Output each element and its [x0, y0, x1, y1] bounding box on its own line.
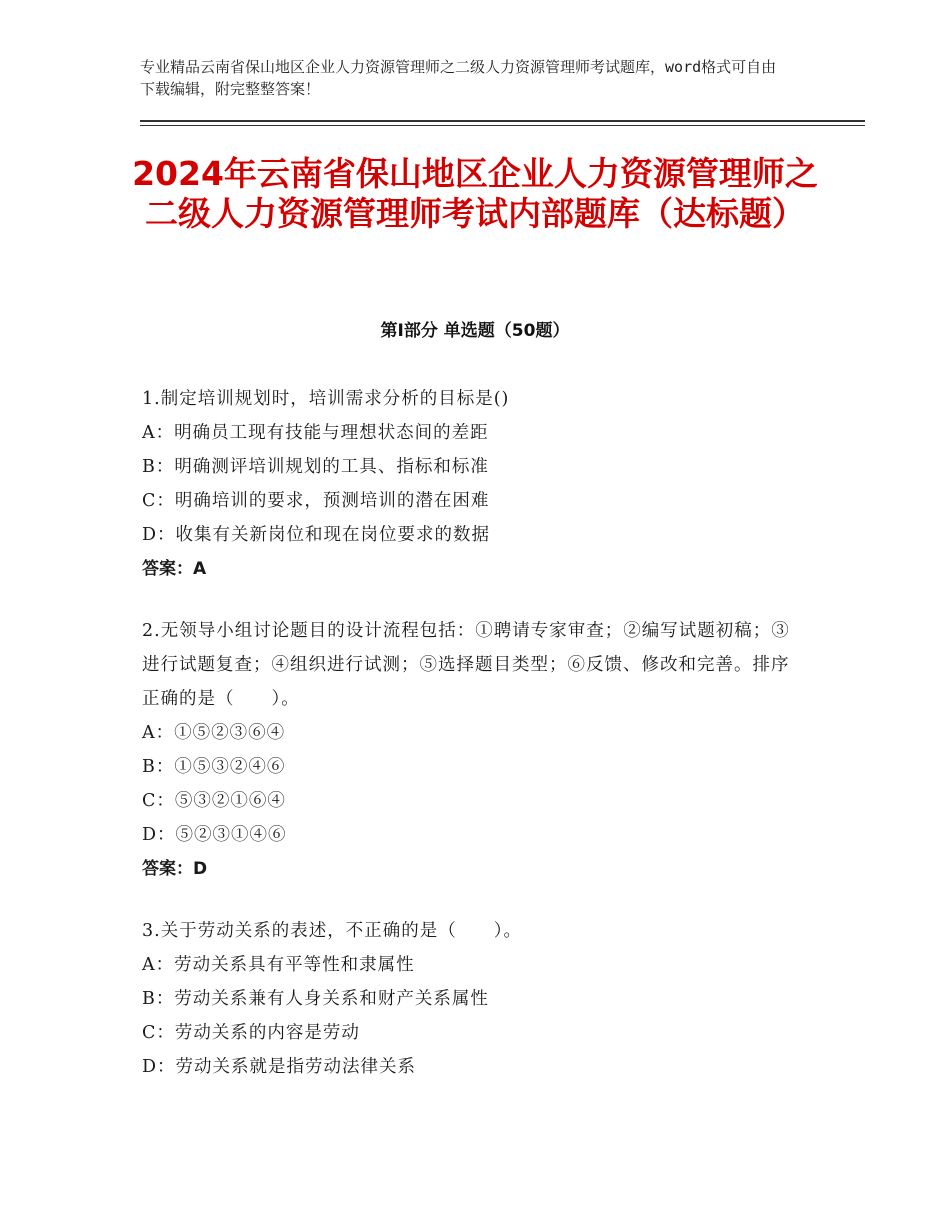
- document-title: 2024年云南省保山地区企业人力资源管理师之二级人力资源管理师考试内部题库（达标题）: [132, 154, 818, 233]
- question-1: [142, 382, 802, 586]
- question-stem: 2.无领导小组讨论题目的设计流程包括：①聘请专家审查；②编写试题初稿；③进行试题复查；④组织进行试测；⑤选择题目类型；⑥反馈、修改和完善。排序正确的是（ ）。: [142, 621, 790, 709]
- section-title: 第Ⅰ部分 单选题（50题）: [380, 321, 570, 341]
- header-note: 专业精品云南省保山地区企业人力资源管理师之二级人力资源管理师考试题库，word格式可自由下载编辑，附完整整答案！: [140, 58, 777, 98]
- option-a: A：劳动关系具有平等性和隶属性: [142, 955, 415, 975]
- option-c: C：劳动关系的内容是劳动: [142, 1023, 360, 1043]
- question-3: [142, 914, 802, 1084]
- answer-line: 答案：A: [142, 559, 207, 579]
- option-a: A：①⑤②③⑥④: [142, 723, 286, 743]
- header-divider-thick: [140, 120, 865, 122]
- option-d: D：⑤②③①④⑥: [142, 825, 287, 845]
- option-c: C：⑤③②①⑥④: [142, 791, 286, 811]
- header-divider-thin: [140, 125, 865, 126]
- question-list: [142, 382, 802, 1112]
- option-d: D：劳动关系就是指劳动法律关系: [142, 1057, 417, 1077]
- question-stem: 3.关于劳动关系的表述，不正确的是（ ）。: [142, 921, 522, 941]
- option-b: B：劳动关系兼有人身关系和财产关系属性: [142, 989, 489, 1009]
- answer-line: 答案：D: [142, 859, 208, 879]
- question-stem: 1.制定培训规划时，培训需求分析的目标是(): [142, 389, 510, 409]
- option-b: B：①⑤③②④⑥: [142, 757, 286, 777]
- option-d: D：收集有关新岗位和现在岗位要求的数据: [142, 525, 491, 545]
- option-b: B：明确测评培训规划的工具、指标和标准: [142, 457, 489, 477]
- option-a: A：明确员工现有技能与理想状态间的差距: [142, 423, 489, 443]
- question-2: [142, 614, 802, 886]
- option-c: C：明确培训的要求，预测培训的潜在困难: [142, 491, 490, 511]
